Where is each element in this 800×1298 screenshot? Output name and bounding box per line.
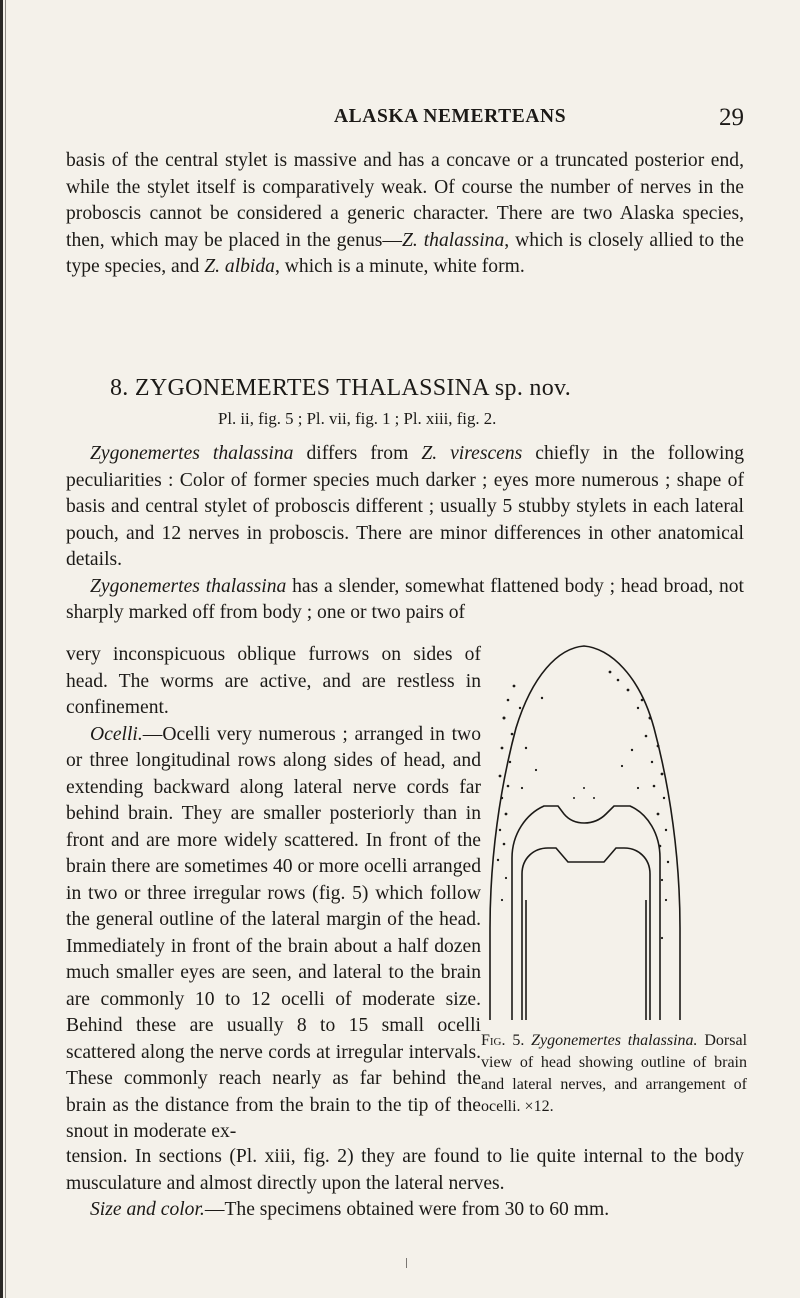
species-name: Z. virescens [421,443,523,464]
continuation-text: tension. In sections (Pl. xiii, fig. 2) they are found to lie quite internal to the body musculature and almost directly upon the lateral nerves. [66,1146,744,1194]
caption-text: Dorsal view of head showing outline of brain and lateral nerves, and arrangement of ocelli. ×12. [481,1032,748,1115]
printer-mark [406,1258,407,1268]
size-heading: Size and color. [90,1199,205,1220]
figure-caption [481,1030,747,1118]
page-binding-edge [0,0,3,1298]
species-name: Z. albida [204,256,275,277]
para2-b: chiefly in the following peculiarities : Color of former species much darker ; eyes more numerous ; shape of basis and central stylet of proboscis different ; usually 5 stubby stylets in each lateral pouch, and 12 nerves in proboscis. There are minor differences in other anatomical details. [66,443,744,570]
running-title: ALASKA NEMERTEANS [334,106,567,127]
species-heading: 8. ZYGONEMERTES THALASSINA sp. nov. [110,375,572,401]
page-number: 29 [719,104,744,131]
intro-paragraph [66,148,744,281]
page-binding-line [5,0,6,1298]
para2-a: differs from [293,443,422,464]
species-name: Zygonemertes thalassina [90,575,287,597]
species-name: Zygonemertes thalassina [90,443,294,464]
para3-b: very inconspicuous oblique furrows on sides of head. The worms are active, and are restless in confinement. [66,644,481,718]
ocelli-heading: Ocelli. [90,723,143,745]
ocelli-text: —Ocelli very numerous ; arranged in two or three longitudinal rows along sides of head, and extending backward along lateral nerve cords far behind brain. They are smaller posteriorly than in front and are more widely scattered. In front of the brain there are sometimes 40 or more ocelli arranged in two or three irregular rows (fig. 5) which follow the general outline of the lateral margin of the head. Immediately in front of the brain about a half dozen much smaller eyes are seen, and lateral to the brain are commonly 10 to 12 ocelli of moderate size. Behind these are usually 8 to 15 small ocelli scattered along the nerve cords at irregular intervals. These commonly reach nearly as far behind the brain as the distance from the brain to the tip of the snout in moderate ex- [66,723,481,1142]
plate-references: Pl. ii, fig. 5 ; Pl. vii, fig. 1 ; Pl. xiii, fig. 2. [218,409,497,428]
caption-species: Zygonemertes thalassina. [531,1032,698,1049]
size-text: —The specimens obtained were from 30 to 60 mm. [204,1199,610,1220]
running-header [66,106,744,136]
figure-number: Fig. 5. [481,1032,525,1049]
figure-head-drawing [482,638,682,1028]
para1-mid: , which is closely allied to the type species, and [66,229,744,277]
species-name: Z. thalassina [401,229,505,251]
closing-paragraphs [66,1144,744,1224]
para1-end: , which is a minute, white form. [274,256,525,277]
narrow-column-text [66,642,481,1146]
para3-a: has a slender, somewhat flattened body ; head broad, not sharply marked off from body ; one or two pairs of [66,575,744,623]
diagnosis-paragraphs [66,441,744,627]
para1-text: basis of the central stylet is massive and has a concave or a truncated posterior end, while the stylet itself is comparatively weak. Of course the number of nerves in the proboscis cannot be considered a generic character. There are two Alaska species, then, which may be placed in the genus— [66,150,744,251]
